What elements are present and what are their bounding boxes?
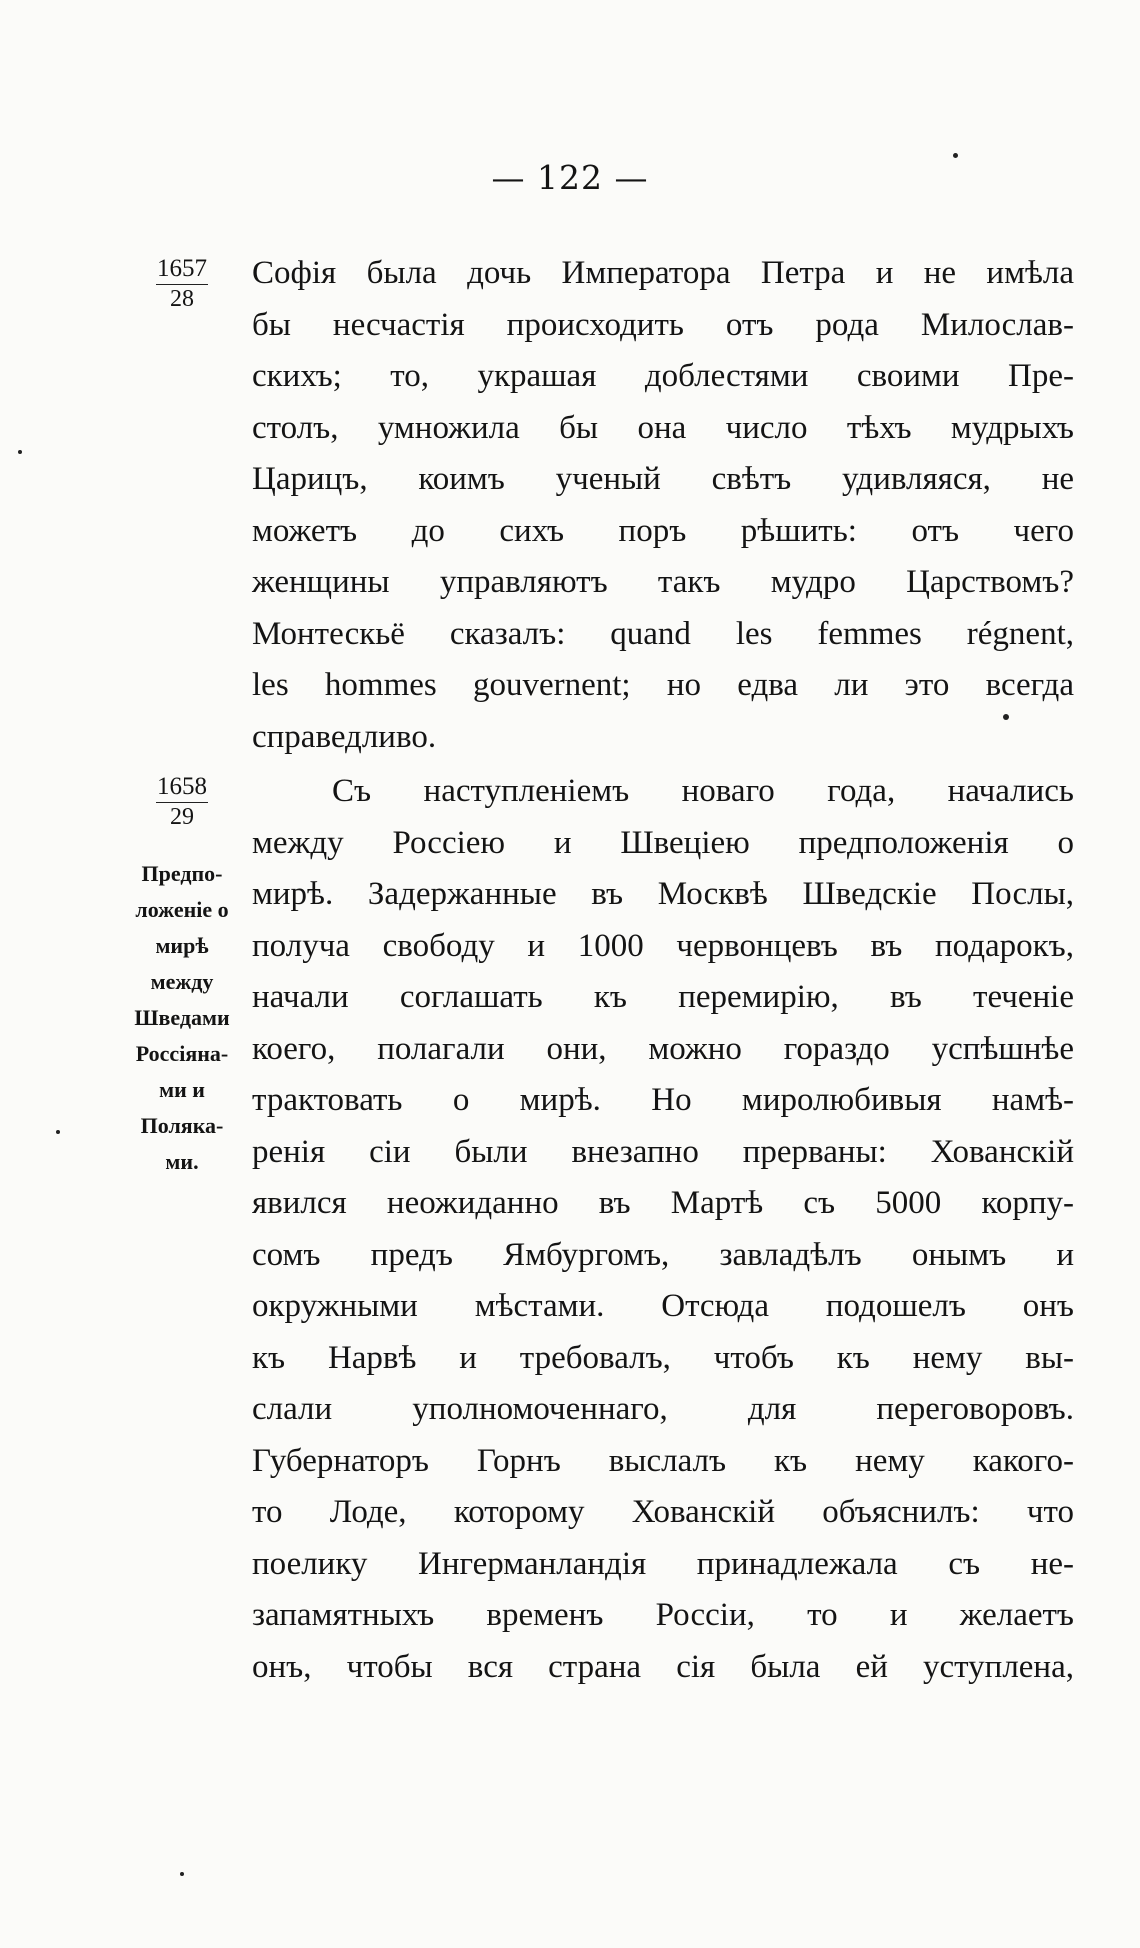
side-note-line: Шведами: [134, 1005, 230, 1030]
text-line: къ Нарвѣ и требовалъ, чтобъ къ нему вы-: [252, 1339, 1074, 1376]
ink-speck: [56, 1130, 60, 1134]
text-line: ренія сіи были внезапно прерваны: Хованскій: [252, 1133, 1074, 1170]
margin-number: 28: [156, 284, 208, 313]
text-line: то Лоде, которому Хованскій объяснилъ: что: [252, 1494, 1074, 1530]
text-line: les hommes gouvernent; но едва ли это всегда: [252, 667, 1074, 703]
paragraph-1: [252, 248, 1074, 763]
text-line: получа свободу и 1000 червонцевъ въ подарокъ,: [252, 927, 1074, 964]
text-line: Губернаторъ Горнъ выслалъ къ нему какого-: [252, 1442, 1074, 1479]
side-note-line: Поляка-: [140, 1113, 224, 1138]
text-line: Съ наступленіемъ новаго года, начались: [332, 773, 1074, 809]
margin-date-1658: [112, 772, 252, 831]
side-note-line: между: [150, 969, 214, 994]
text-line: слали уполномоченнаго, для переговоровъ.: [252, 1391, 1074, 1427]
side-note-line: ми и: [159, 1077, 205, 1102]
text-line: мирѣ. Задержанные въ Москвѣ Шведскіе Послы,: [252, 876, 1074, 912]
ink-speck: [180, 1872, 184, 1876]
side-note-line: ложеніе о: [135, 897, 229, 922]
ink-speck: [1003, 714, 1009, 720]
text-line: запамятныхъ временъ Россіи, то и желаетъ: [252, 1597, 1074, 1633]
margin-year: 1658: [157, 773, 207, 800]
text-line: Монтескьё сказалъ: quand les femmes régnent,: [252, 615, 1074, 652]
page-number-header: — 122 —: [491, 158, 649, 197]
text-line: поелику Ингерманландія принадлежала съ не-: [252, 1545, 1074, 1582]
text-line: трактовать о мирѣ. Но миролюбивыя намѣ-: [252, 1082, 1074, 1118]
text-line: начали соглашать къ перемирію, въ теченіе: [252, 979, 1074, 1015]
text-line: сомъ предъ Ямбургомъ, завладѣлъ онымъ и: [252, 1236, 1074, 1273]
margin-year: 1657: [157, 255, 207, 282]
text-line: Царицъ, коимъ ученый свѣтъ удивляяся, не: [252, 461, 1074, 497]
text-line: можетъ до сихъ поръ рѣшить: отъ чего: [252, 512, 1074, 549]
text-line: скихъ; то, украшая доблестями своими Пре-: [252, 358, 1074, 394]
ink-speck: [18, 450, 22, 454]
side-note-line: Россіяна-: [135, 1041, 229, 1066]
text-line: между Россіею и Швеціею предположенія о: [252, 824, 1074, 861]
text-line: столъ, умножила бы она число тѣхъ мудрыхъ: [252, 409, 1074, 446]
side-note: [112, 856, 252, 1180]
ink-speck: [953, 153, 958, 158]
text-line: окружными мѣстами. Отсюда подошелъ онъ: [252, 1288, 1074, 1324]
text-line: онъ, чтобы вся страна сія была ей уступлена,: [252, 1648, 1074, 1685]
text-line: Софія была дочь Императора Петра и не имѣла: [252, 255, 1074, 291]
side-note-line: ми.: [165, 1149, 199, 1174]
text-line: явился неожиданно въ Мартѣ съ 5000 корпу-: [252, 1185, 1074, 1221]
side-note-line: мирѣ: [155, 933, 209, 958]
paragraph-2: [252, 766, 1074, 1693]
text-line: женщины управляютъ такъ мудро Царствомъ?: [252, 564, 1074, 600]
margin-number: 29: [156, 802, 208, 831]
margin-date-1657: [112, 254, 252, 313]
text-line: справедливо.: [252, 718, 437, 755]
text-line: бы несчастія происходить отъ рода Милослав-: [252, 306, 1074, 343]
side-note-line: Предпо-: [141, 861, 223, 886]
text-line: коего, полагали они, можно гораздо успѣшнѣе: [252, 1030, 1074, 1067]
